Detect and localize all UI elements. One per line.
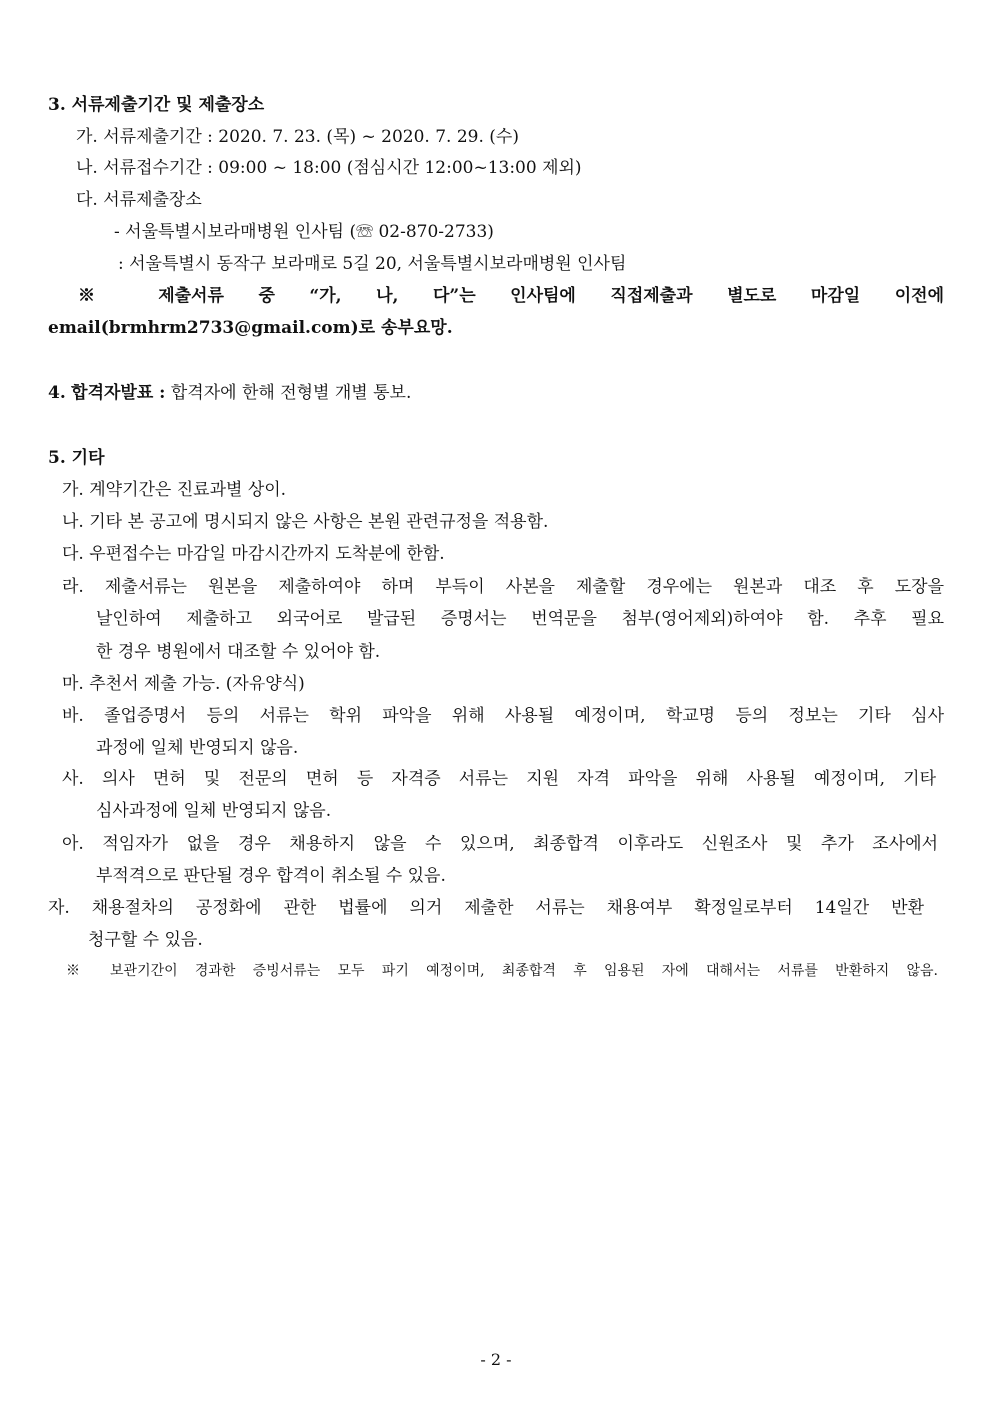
section-5-item-ra-line1: 라. 제출서류는 원본을 제출하여야 하며 부득이 사본을 제출할 경우에는 원본과 대조 후 도장을 [62, 577, 944, 597]
section-5-item-ra-line3: 한 경우 병원에서 대조할 수 있어야 함. [96, 642, 381, 662]
section-5-item-na: 나. 기타 본 공고에 명시되지 않은 사항은 본원 관련규정을 적용함. [62, 512, 549, 532]
section-5-item-a-line2: 부적격으로 판단될 경우 합격이 취소될 수 있음. [96, 866, 446, 886]
section-5-note: ※ 보관기간이 경과한 증빙서류는 모두 파기 예정이며, 최종합격 후 임용된 자에 대해서는 서류를 반환하지 않음. [66, 963, 938, 979]
page-number: - 2 - [480, 1350, 512, 1369]
section-3-address: : 서울특별시 동작구 보라매로 5길 20, 서울특별시보라매병원 인사팀 [118, 254, 627, 274]
section-3-title: 서류제출기간 및 제출장소 [71, 95, 265, 115]
section-3-place: - 서울특별시보라매병원 인사팀 (☏ 02-870-2733) [114, 222, 494, 242]
section-5-item-ma: 마. 추천서 제출 가능. (자유양식) [62, 674, 305, 694]
section-5-heading [48, 448, 105, 468]
section-3-number: 3. [48, 95, 66, 115]
section-5-item-ra-line2: 날인하여 제출하고 외국어로 발급된 증명서는 번역문을 첨부(영어제외)하여야 함. 추후 필요 [96, 609, 944, 629]
section-3-item-da: 다. 서류제출장소 [76, 190, 202, 210]
section-4-heading [48, 383, 411, 403]
section-4-body: 합격자에 한해 전형별 개별 통보. [170, 383, 412, 403]
section-5-title: 기타 [71, 448, 105, 468]
section-5-item-a-line1: 아. 적임자가 없을 경우 채용하지 않을 수 있으며, 최종합격 이후라도 신원조사 및 추가 조사에서 [62, 834, 938, 854]
section-5-item-sa-line1: 사. 의사 면허 및 전문의 면허 등 자격증 서류는 지원 자격 파악을 위해 사용될 예정이며, 기타 [62, 769, 936, 789]
section-5-item-sa-line2: 심사과정에 일체 반영되지 않음. [96, 801, 332, 821]
section-5-item-ja-line1: 자. 채용절차의 공정화에 관한 법률에 의거 제출한 서류는 채용여부 확정일로부터 14일간 반환 [48, 898, 924, 918]
section-5-item-ja-line2: 청구할 수 있음. [88, 930, 203, 950]
section-4-number: 4. [48, 383, 66, 403]
section-5-item-ba-line1: 바. 졸업증명서 등의 서류는 학위 파악을 위해 사용될 예정이며, 학교명 등의 정보는 기타 심사 [62, 706, 944, 726]
section-3-notice-line1: ※ 제출서류 중 “가, 나, 다”는 인사팀에 직접제출과 별도로 마감일 이전에 [78, 286, 944, 306]
section-5-number: 5. [48, 448, 66, 468]
section-5-item-ba-line2: 과정에 일체 반영되지 않음. [96, 738, 299, 758]
section-3-heading [48, 95, 264, 115]
section-5-item-da: 다. 우편접수는 마감일 마감시간까지 도착분에 한함. [62, 544, 445, 564]
section-3-item-na: 나. 서류접수기간 : 09:00 ~ 18:00 (점심시간 12:00~13:00 제외) [76, 158, 582, 178]
section-3-item-ga: 가. 서류제출기간 : 2020. 7. 23. (목) ~ 2020. 7. 29. (수) [76, 127, 519, 147]
section-5-item-ga: 가. 계약기간은 진료과별 상이. [62, 480, 287, 500]
section-3-notice-line2: email(brmhrm2733@gmail.com)로 송부요망. [48, 318, 453, 338]
section-4-title: 합격자발표 : [71, 383, 166, 403]
